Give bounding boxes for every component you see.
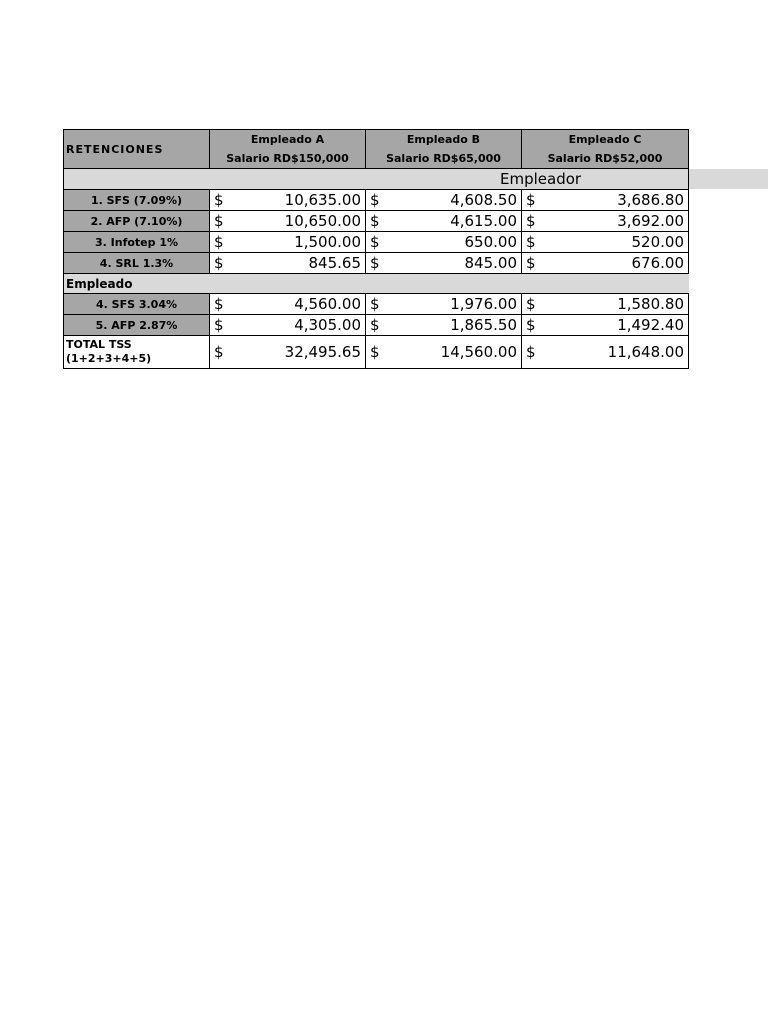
amount: 3,686.80 <box>617 191 684 209</box>
currency-sign: $ <box>526 295 536 313</box>
empleador-section <box>63 169 689 190</box>
total-label <box>63 335 210 369</box>
amount: 3,692.00 <box>617 212 684 230</box>
amount: 1,580.80 <box>617 295 684 313</box>
amount: 4,615.00 <box>450 212 517 230</box>
currency-sign: $ <box>370 212 380 230</box>
employee-b-header <box>365 129 522 169</box>
employee-b-salary: Salario RD$65,000 <box>386 152 501 165</box>
value-cell <box>365 189 522 211</box>
currency-sign: $ <box>526 254 536 272</box>
amount: 4,560.00 <box>294 295 361 313</box>
total-label-line2: (1+2+3+4+5) <box>66 352 152 365</box>
empleado-label: Empleado <box>66 277 133 291</box>
currency-sign: $ <box>370 191 380 209</box>
currency-sign: $ <box>214 233 224 251</box>
amount: 1,500.00 <box>294 233 361 251</box>
total-employee-c <box>521 335 689 369</box>
total-value-b: 14,560.00 <box>440 343 517 361</box>
total-employee-a <box>209 335 366 369</box>
total-value-a: 32,495.65 <box>284 343 361 361</box>
empleador-label: Empleador <box>500 170 582 188</box>
employee-b-name: Empleado B <box>406 133 481 146</box>
currency-sign: $ <box>214 295 224 313</box>
value-cell <box>209 293 366 315</box>
currency-sign: $ <box>214 191 224 209</box>
amount: 1,976.00 <box>450 295 517 313</box>
value-cell <box>365 293 522 315</box>
table-row <box>63 253 689 274</box>
value-cell <box>521 231 689 253</box>
employee-a-name: Empleado A <box>250 133 325 146</box>
row-label: 2. AFP (7.10%) <box>63 210 210 232</box>
employee-c-header <box>521 129 689 169</box>
value-cell <box>365 231 522 253</box>
retenciones-header <box>63 129 210 169</box>
value-cell <box>209 314 366 336</box>
total-employee-b <box>365 335 522 369</box>
amount: 4,305.00 <box>294 316 361 334</box>
value-cell <box>365 314 522 336</box>
header-row <box>63 129 689 169</box>
row-label: 3. Infotep 1% <box>63 231 210 253</box>
table-row <box>63 294 689 315</box>
currency-sign: $ <box>370 343 380 361</box>
employee-a-salary: Salario RD$150,000 <box>226 152 349 165</box>
amount: 1,492.40 <box>617 316 684 334</box>
currency-sign: $ <box>526 233 536 251</box>
amount: 520.00 <box>631 233 684 251</box>
retenciones-table <box>63 129 689 369</box>
amount: 1,865.50 <box>450 316 517 334</box>
currency-sign: $ <box>526 316 536 334</box>
value-cell <box>521 252 689 274</box>
retenciones-label: RETENCIONES <box>66 142 164 156</box>
amount: 10,650.00 <box>284 212 361 230</box>
value-cell <box>209 210 366 232</box>
table-row <box>63 211 689 232</box>
table-row <box>63 190 689 211</box>
currency-sign: $ <box>526 212 536 230</box>
amount: 676.00 <box>631 254 684 272</box>
row-label: 4. SRL 1.3% <box>63 252 210 274</box>
row-label: 1. SFS (7.09%) <box>63 189 210 211</box>
table-row <box>63 315 689 336</box>
value-cell <box>209 189 366 211</box>
amount: 650.00 <box>464 233 517 251</box>
value-cell <box>521 314 689 336</box>
value-cell <box>521 210 689 232</box>
empleador-band-extension <box>689 169 768 189</box>
empleado-section <box>63 274 689 294</box>
value-cell <box>521 293 689 315</box>
currency-sign: $ <box>370 233 380 251</box>
currency-sign: $ <box>370 316 380 334</box>
currency-sign: $ <box>214 343 224 361</box>
value-cell <box>365 210 522 232</box>
row-label: 4. SFS 3.04% <box>63 293 210 315</box>
total-row <box>63 336 689 369</box>
amount: 845.65 <box>308 254 361 272</box>
currency-sign: $ <box>370 295 380 313</box>
employee-a-header <box>209 129 366 169</box>
currency-sign: $ <box>526 343 536 361</box>
currency-sign: $ <box>214 316 224 334</box>
value-cell <box>521 189 689 211</box>
amount: 10,635.00 <box>284 191 361 209</box>
table-row <box>63 232 689 253</box>
value-cell <box>209 252 366 274</box>
currency-sign: $ <box>214 212 224 230</box>
currency-sign: $ <box>370 254 380 272</box>
currency-sign: $ <box>526 191 536 209</box>
total-label-line1: TOTAL TSS <box>66 338 132 351</box>
currency-sign: $ <box>214 254 224 272</box>
amount: 845.00 <box>464 254 517 272</box>
amount: 4,608.50 <box>450 191 517 209</box>
total-value-c: 11,648.00 <box>607 343 684 361</box>
value-cell <box>365 252 522 274</box>
value-cell <box>209 231 366 253</box>
row-label: 5. AFP 2.87% <box>63 314 210 336</box>
employee-c-name: Empleado C <box>568 133 642 146</box>
employee-c-salary: Salario RD$52,000 <box>547 152 663 165</box>
